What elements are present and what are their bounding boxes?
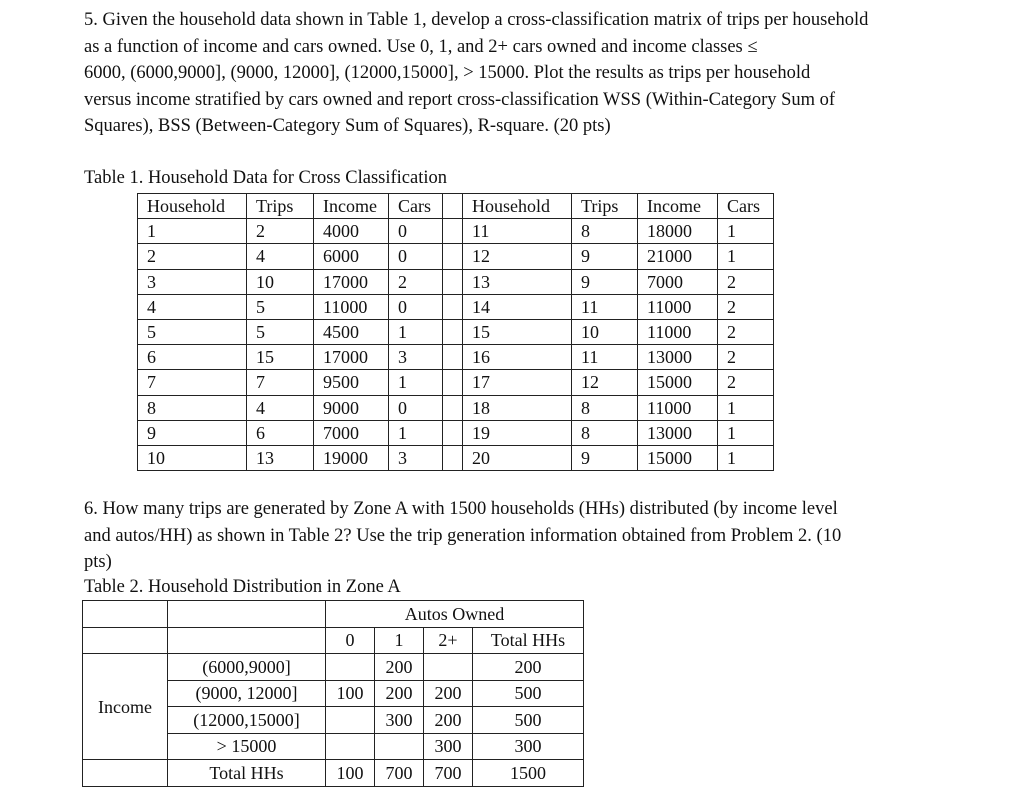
table-cell: 9 (572, 445, 638, 470)
table-cell: 1 (718, 445, 774, 470)
table-cell: 4000 (314, 219, 389, 244)
table-cell: 11000 (638, 395, 718, 420)
total-cell: 700 (375, 760, 424, 787)
table-row (138, 345, 774, 370)
col-header-1-car: 1 (375, 627, 424, 654)
table-cell: 18 (463, 395, 572, 420)
table-cell: 5 (138, 319, 247, 344)
value-cell (326, 707, 375, 734)
table-row (138, 294, 774, 319)
value-cell: 100 (326, 680, 375, 707)
header-cell: Household (138, 194, 247, 219)
table-cell: 0 (389, 395, 443, 420)
table-cell: 1 (718, 420, 774, 445)
table-row (138, 269, 774, 294)
table-row (138, 319, 774, 344)
income-class-label: > 15000 (168, 733, 326, 760)
value-cell: 200 (375, 654, 424, 681)
table-cell: 11000 (638, 319, 718, 344)
table-cell: 17000 (314, 269, 389, 294)
table-cell: 12 (463, 244, 572, 269)
value-cell: 200 (424, 680, 473, 707)
table-cell: 1 (718, 219, 774, 244)
income-class-label: (6000,9000] (168, 654, 326, 681)
table-2-caption: Table 2. Household Distribution in Zone A (84, 577, 401, 597)
empty-cell (83, 601, 168, 628)
table-row (138, 370, 774, 395)
table-1-household-data (137, 193, 774, 471)
table-1-caption: Table 1. Household Data for Cross Classification (84, 168, 447, 188)
problem-5-line: 5. Given the household data shown in Table 1, develop a cross-classification matrix of trips per household (84, 10, 869, 30)
value-cell: 200 (424, 707, 473, 734)
table-row (138, 395, 774, 420)
total-cell: 200 (473, 654, 584, 681)
table-cell: 2 (718, 370, 774, 395)
table-row (83, 601, 584, 628)
total-cell: 100 (326, 760, 375, 787)
table-cell: 4 (247, 244, 314, 269)
table-cell: 9 (572, 269, 638, 294)
value-cell (375, 733, 424, 760)
column-gap (443, 294, 463, 319)
table-cell: 15000 (638, 445, 718, 470)
table-cell: 11 (463, 219, 572, 244)
table-row (83, 627, 584, 654)
table-cell: 10 (572, 319, 638, 344)
table-cell: 2 (247, 219, 314, 244)
table-cell: 2 (138, 244, 247, 269)
column-gap (443, 269, 463, 294)
problem-5-text (84, 7, 1004, 140)
autos-owned-header: Autos Owned (326, 601, 584, 628)
problem-6-line: 6. How many trips are generated by Zone A with 1500 households (HHs) distributed (by income level (84, 499, 838, 519)
header-cell: Cars (718, 194, 774, 219)
total-cell: 700 (424, 760, 473, 787)
table-cell: 13 (247, 445, 314, 470)
table-cell: 9 (138, 420, 247, 445)
table-cell: 11000 (314, 294, 389, 319)
table-cell: 13000 (638, 345, 718, 370)
value-cell: 300 (375, 707, 424, 734)
table-cell: 4500 (314, 319, 389, 344)
table-header-row (138, 194, 774, 219)
value-cell (424, 654, 473, 681)
totals-label: Total HHs (168, 760, 326, 787)
table-cell: 1 (389, 319, 443, 344)
table-cell: 6 (247, 420, 314, 445)
total-cell: 300 (473, 733, 584, 760)
column-gap (443, 395, 463, 420)
col-header-0-cars: 0 (326, 627, 375, 654)
table-cell: 8 (138, 395, 247, 420)
value-cell (326, 654, 375, 681)
table-cell: 1 (389, 420, 443, 445)
table-cell: 2 (389, 269, 443, 294)
table-cell: 10 (138, 445, 247, 470)
column-gap (443, 244, 463, 269)
table-cell: 8 (572, 395, 638, 420)
empty-cell (83, 760, 168, 787)
value-cell: 200 (375, 680, 424, 707)
problem-6-text (84, 496, 1004, 576)
income-class-label: (9000, 12000] (168, 680, 326, 707)
table-cell: 7 (247, 370, 314, 395)
table-cell: 4 (138, 294, 247, 319)
column-gap (443, 219, 463, 244)
totals-row (83, 760, 584, 787)
income-class-label: (12000,15000] (168, 707, 326, 734)
table-cell: 12 (572, 370, 638, 395)
empty-cell (168, 627, 326, 654)
column-gap (443, 445, 463, 470)
column-gap (443, 345, 463, 370)
table-cell: 4 (247, 395, 314, 420)
problem-5-line: versus income stratified by cars owned and report cross-classification WSS (Within-Category Sum of (84, 89, 836, 110)
empty-cell (168, 601, 326, 628)
table-cell: 10 (247, 269, 314, 294)
table-cell: 1 (389, 370, 443, 395)
table-row (138, 244, 774, 269)
table-cell: 7 (138, 370, 247, 395)
table-cell: 5 (247, 294, 314, 319)
table-cell: 13 (463, 269, 572, 294)
table-cell: 18000 (638, 219, 718, 244)
problem-5-line: 6000, (6000,9000], (9000, 12000], (12000,15000], > 15000. Plot the results as trips per household (84, 63, 811, 83)
grand-total-cell: 1500 (473, 760, 584, 787)
table-cell: 0 (389, 219, 443, 244)
table-cell: 16 (463, 345, 572, 370)
problem-6-line: pts) (84, 552, 112, 572)
header-cell: Cars (389, 194, 443, 219)
table-cell: 13000 (638, 420, 718, 445)
table-cell: 19000 (314, 445, 389, 470)
table-cell: 2 (718, 345, 774, 370)
table-cell: 15 (463, 319, 572, 344)
table-cell: 8 (572, 420, 638, 445)
table-cell: 9000 (314, 395, 389, 420)
value-cell (326, 733, 375, 760)
table-cell: 0 (389, 244, 443, 269)
table-cell: 11 (572, 294, 638, 319)
table-cell: 6000 (314, 244, 389, 269)
table-cell: 11000 (638, 294, 718, 319)
table-cell: 3 (389, 345, 443, 370)
table-cell: 8 (572, 219, 638, 244)
table-2-household-distribution (82, 600, 584, 787)
problem-5-line: as a function of income and cars owned. Use 0, 1, and 2+ cars owned and income classes ≤ (84, 36, 758, 57)
table-cell: 1 (718, 244, 774, 269)
table-cell: 0 (389, 294, 443, 319)
column-gap (443, 319, 463, 344)
table-cell: 2 (718, 319, 774, 344)
table-cell: 9 (572, 244, 638, 269)
table-cell: 1 (138, 219, 247, 244)
total-cell: 500 (473, 680, 584, 707)
table-cell: 6 (138, 345, 247, 370)
column-gap (443, 194, 463, 219)
table-cell: 7000 (314, 420, 389, 445)
table-cell: 17000 (314, 345, 389, 370)
total-cell: 500 (473, 707, 584, 734)
table-cell: 15 (247, 345, 314, 370)
header-cell: Household (463, 194, 572, 219)
table-cell: 3 (138, 269, 247, 294)
table-cell: 11 (572, 345, 638, 370)
column-gap (443, 420, 463, 445)
table-cell: 21000 (638, 244, 718, 269)
table-row (138, 420, 774, 445)
col-header-total: Total HHs (473, 627, 584, 654)
value-cell: 300 (424, 733, 473, 760)
table-cell: 1 (718, 395, 774, 420)
table-cell: 19 (463, 420, 572, 445)
table-row (138, 219, 774, 244)
table-cell: 14 (463, 294, 572, 319)
table-cell: 3 (389, 445, 443, 470)
empty-cell (83, 627, 168, 654)
problem-5-line: Squares), BSS (Between-Category Sum of Squares), R-square. (20 pts) (84, 116, 611, 136)
table-cell: 17 (463, 370, 572, 395)
problem-6-line: and autos/HH) as shown in Table 2? Use the trip generation information obtained from Problem 2. (10 (84, 525, 842, 546)
table-cell: 9500 (314, 370, 389, 395)
table-cell: 15000 (638, 370, 718, 395)
table-cell: 7000 (638, 269, 718, 294)
header-cell: Income (314, 194, 389, 219)
table-cell: 20 (463, 445, 572, 470)
table-cell: 2 (718, 294, 774, 319)
table-cell: 2 (718, 269, 774, 294)
column-gap (443, 370, 463, 395)
col-header-2plus-cars: 2+ (424, 627, 473, 654)
table-row (83, 654, 584, 681)
header-cell: Income (638, 194, 718, 219)
table-row (138, 445, 774, 470)
income-row-group-label: Income (83, 654, 168, 760)
header-cell: Trips (572, 194, 638, 219)
table-cell: 5 (247, 319, 314, 344)
header-cell: Trips (247, 194, 314, 219)
